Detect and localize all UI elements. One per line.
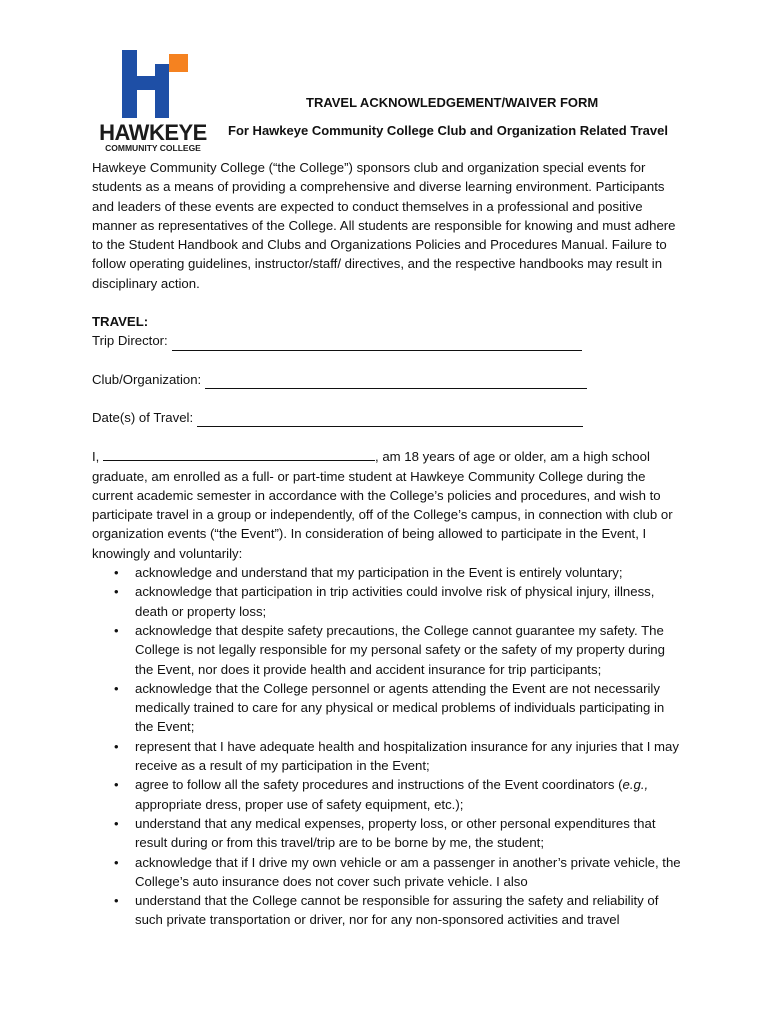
list-item: • understand that the College cannot be responsible for assuring the safety and reliability of such private transportation or driver, nor for any non-sponsored activities and travel bbox=[114, 893, 659, 928]
club-row bbox=[92, 370, 682, 389]
list-item: • acknowledge that if I drive my own vehicle or am a passenger in another’s private vehicle, the College’s auto insurance does not cover such private vehicle. I also bbox=[114, 854, 681, 889]
list-item: • understand that any medical expenses, property loss, or other personal expenditures that result during or from this travel/trip are to be borne by me, the student; bbox=[114, 815, 656, 851]
statement-paragraph bbox=[92, 446, 682, 563]
bullet-icon: • bbox=[114, 738, 119, 754]
bullet-icon: • bbox=[114, 854, 119, 870]
trip-director-label: Trip Director: bbox=[92, 333, 168, 349]
trip-director-field[interactable] bbox=[172, 335, 582, 351]
bullet-icon: • bbox=[114, 815, 119, 831]
dates-label: Date(s) of Travel: bbox=[92, 409, 194, 425]
form-title: TRAVEL ACKNOWLEDGEMENT/WAIVER FORM bbox=[306, 95, 599, 110]
list-item: • acknowledge and understand that my participation in the Event is entirely voluntary; bbox=[92, 563, 682, 582]
college-logo bbox=[93, 46, 213, 154]
bullet-icon: • bbox=[114, 777, 119, 793]
bullet-icon: • bbox=[114, 680, 119, 696]
list-item: • acknowledge that despite safety precautions, the College cannot guarantee my safety. The College is not legally responsible for my personal safety or the safety of my property during the Event, nor does it provide health and accident insurance for trip participants; bbox=[114, 622, 665, 677]
club-label: Club/Organization: bbox=[92, 371, 202, 387]
travel-heading: TRAVEL: bbox=[92, 314, 149, 330]
club-field[interactable] bbox=[205, 373, 587, 389]
intro-paragraph: Hawkeye Community College (“the College”) sponsors club and organization special events for students as a means of providing a comprehensive and diverse learning environment. Participants and leaders of these events are expected to conduct themselves in a professional and positive manner as representatives of the College. All students are responsible for knowing and must adhere to the Student Handbook and Clubs and Organizations Policies and Procedures Manual. Failure to follow operating guidelines, instructor/staff/ directives, and the respective handbooks may result in disciplinary action. bbox=[92, 160, 676, 291]
trip-director-row bbox=[92, 331, 682, 350]
dates-row bbox=[92, 408, 682, 427]
list-item: • acknowledge that participation in trip activities could involve risk of physical injury, illness, death or property loss; bbox=[114, 584, 655, 619]
logo-h-mark bbox=[93, 46, 213, 120]
bullet-icon: • bbox=[114, 622, 119, 638]
form-subtitle: For Hawkeye Community College Club and Organization Related Travel bbox=[228, 123, 668, 138]
student-name-field[interactable] bbox=[103, 446, 375, 461]
acknowledgement-list bbox=[92, 563, 682, 930]
list-item: • represent that I have adequate health and hospitalization insurance for any injuries that I may receive as a result of my participation in the Event; bbox=[114, 738, 679, 774]
logo-subtext: COMMUNITY COLLEGE bbox=[105, 143, 201, 153]
list-item: • acknowledge that the College personnel or agents attending the Event are not necessarily medically trained to care for any physical or medical problems of individuals participating in the Event; bbox=[114, 680, 665, 735]
logo-wordmark: HAWKEYE bbox=[99, 120, 207, 145]
dates-field[interactable] bbox=[197, 411, 583, 427]
form-body bbox=[92, 158, 682, 930]
statement-text: , am 18 years of age or older, am a high school graduate, am enrolled as a full- or part-time student at Hawkeye Community College during the current academic semester in accordance with the College’s policies and procedures, and wish to participate travel in a group or independently, off of the College’s campus, in connection with club or organization events (“the Event”). In consideration of being allowed to participate in the Event, I knowingly and voluntarily: bbox=[92, 449, 673, 561]
list-item: • agree to follow all the safety procedures and instructions of the Event coordinators (e.g., appropriate dress, proper use of safety equipment, etc.); bbox=[114, 777, 649, 812]
bullet-icon: • bbox=[114, 584, 119, 600]
bullet-icon: • bbox=[114, 565, 119, 581]
statement-prefix: I, bbox=[92, 449, 100, 465]
bullet-icon: • bbox=[114, 893, 119, 909]
